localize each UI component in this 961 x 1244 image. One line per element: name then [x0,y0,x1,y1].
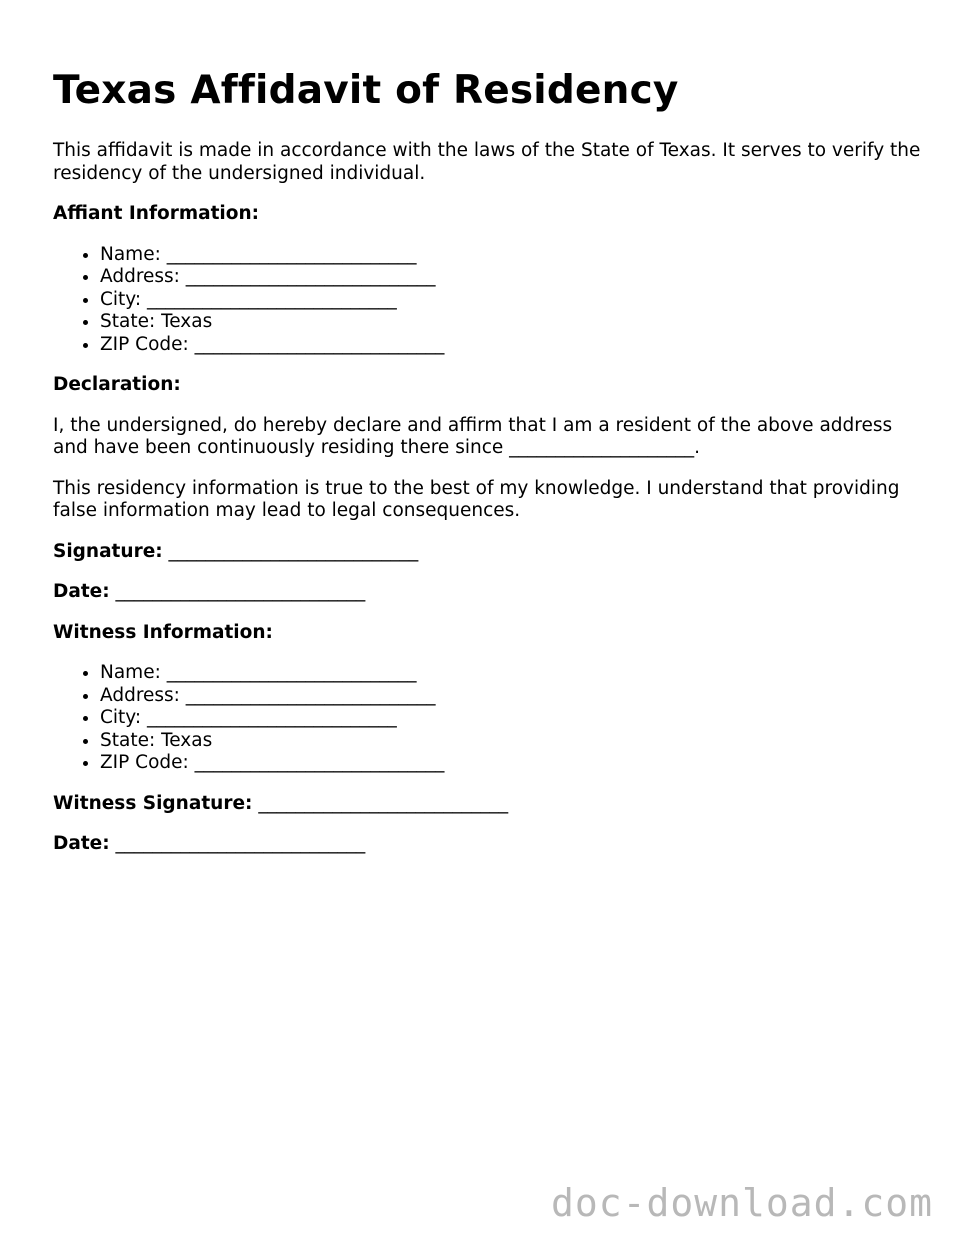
date-line [53,581,923,604]
witness-date-label: Date: [53,833,110,854]
date-blank: ___________________________ [115,581,366,602]
affiant-field-list [53,244,923,357]
declaration-heading: Declaration: [53,374,181,395]
witness-signature-label: Witness Signature: [53,792,253,814]
affiant-zip-field: • ZIP Code: ___________________________ [100,334,923,357]
witness-name-field: • Name: ___________________________ [100,662,923,685]
signature-line [53,541,923,564]
witness-city-field: • City: ___________________________ [100,707,923,730]
affiant-state-field: • State: Texas [100,311,923,334]
page-title: Texas Affidavit of Residency [53,68,679,113]
truthfulness-paragraph: This residency information is true to the best of my knowledge. I understand that providing false information may lead to legal consequences. [53,477,900,521]
watermark: doc-download.com [550,1181,933,1225]
signature-blank: ___________________________ [168,540,419,562]
witness-field-list [53,662,923,775]
witness-address-field: • Address: ___________________________ [100,685,923,708]
witness-state-field: • State: Texas [100,730,923,753]
witness-signature-blank: ___________________________ [258,792,509,814]
witness-zip-field: • ZIP Code: ___________________________ [100,752,923,775]
witness-date-blank: ___________________________ [115,833,366,854]
witness-signature-line [53,793,923,816]
affiant-name-field: • Name: ___________________________ [100,244,923,267]
document-page [53,0,923,856]
witness-heading: Witness Information: [53,621,273,643]
intro-paragraph: This affidavit is made in accordance with the laws of the State of Texas. It serves to verify the residency of the undersigned individual. [53,140,921,184]
signature-label: Signature: [53,540,163,562]
declaration-paragraph: I, the undersigned, do hereby declare and affirm that I am a resident of the above address and have been continuously residing there since ____________________. [53,414,893,458]
witness-date-line [53,833,923,856]
date-label: Date: [53,581,110,602]
affiant-city-field: • City: ___________________________ [100,289,923,312]
affiant-address-field: • Address: ___________________________ [100,266,923,289]
affiant-heading: Affiant Information: [53,203,260,224]
